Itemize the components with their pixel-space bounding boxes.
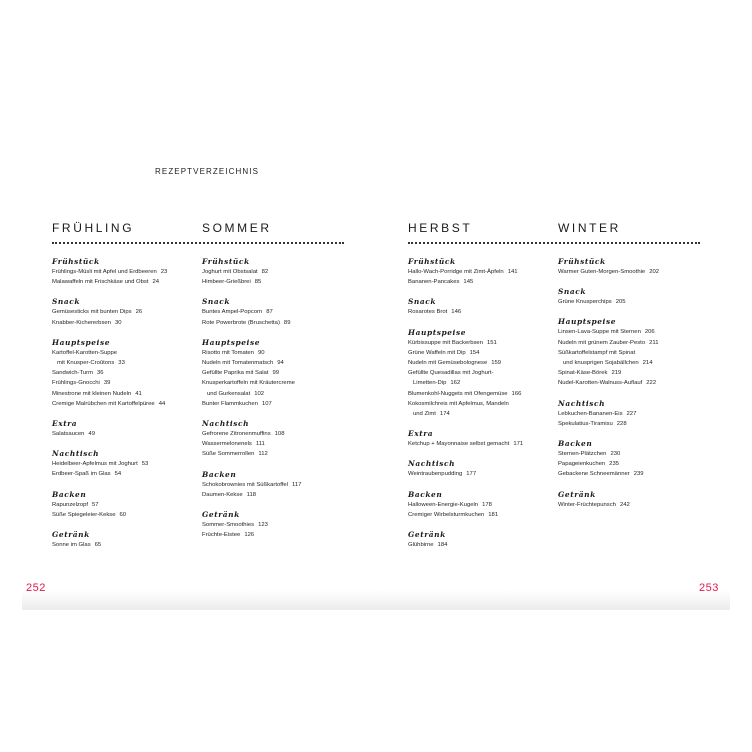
recipe-section — [558, 439, 713, 480]
category-heading: Frühstück — [202, 257, 250, 266]
category-heading: Frühstück — [558, 257, 606, 266]
recipe-page-number: 206 — [644, 329, 655, 336]
recipe-section — [52, 419, 207, 439]
recipe-name: Malawaffeln mit Frischkäse und Obst — [52, 279, 149, 286]
recipe-section — [408, 530, 563, 550]
recipe-page-number: 49 — [88, 431, 95, 438]
page-number-left: 252 — [26, 582, 46, 594]
recipe-page-number: 181 — [488, 511, 499, 518]
recipe-page-number: 151 — [486, 339, 497, 346]
recipe-name: Nudeln mit grünem Zauber-Pesto — [558, 339, 646, 346]
recipe-entry — [558, 297, 713, 307]
recipe-page-number: 171 — [513, 441, 524, 448]
recipe-entry — [52, 540, 207, 550]
recipe-page-number: 222 — [646, 380, 657, 387]
recipe-entry — [408, 500, 563, 510]
recipe-page-number: 227 — [626, 410, 637, 417]
recipe-entry — [408, 368, 563, 378]
column-winter — [558, 221, 713, 510]
recipe-section — [202, 419, 357, 460]
recipe-entry — [202, 449, 357, 459]
recipe-page-number: 166 — [511, 390, 522, 397]
recipe-sections — [52, 257, 207, 550]
column-sommer — [202, 221, 357, 540]
recipe-page-number: 235 — [609, 461, 620, 468]
recipe-page-number: 141 — [507, 269, 518, 275]
recipe-page-number: 30 — [114, 319, 122, 326]
recipe-name: Schokobrownies mit Süßkartoffel — [202, 481, 288, 488]
recipe-page-number: 65 — [94, 542, 102, 549]
recipe-page-number: 99 — [272, 370, 280, 377]
recipe-entry — [558, 348, 713, 358]
recipe-page-number: 111 — [255, 441, 265, 448]
recipe-name: Frühlings-Gnocchi — [52, 380, 100, 387]
recipe-entry — [52, 318, 207, 328]
season-heading: SOMMER — [202, 221, 272, 235]
recipe-name: Wassermelonenels — [202, 441, 252, 448]
category-heading: Snack — [202, 297, 231, 307]
recipe-sections — [408, 257, 563, 550]
category-heading: Getränk — [52, 530, 90, 540]
recipe-name: Süße Sommerrollen — [202, 451, 255, 458]
recipe-entry — [202, 389, 357, 399]
recipe-section — [558, 257, 713, 277]
recipe-page-number: 82 — [261, 269, 269, 275]
category-heading: Hauptspeise — [408, 327, 467, 337]
category-heading: Nachtisch — [408, 459, 456, 469]
recipe-page-number: 24 — [152, 279, 160, 286]
recipe-name: Sandwich-Turm — [52, 370, 94, 377]
recipe-entry — [52, 307, 207, 317]
recipe-name: Winter-Früchtepunsch — [558, 501, 616, 508]
recipe-entry — [558, 358, 713, 368]
recipe-entry — [202, 530, 357, 540]
recipe-name: Nudeln mit Tomatenmatsch — [202, 360, 274, 367]
recipe-entry — [52, 267, 207, 277]
recipe-page-number: 178 — [482, 501, 492, 508]
recipe-name: und Zimt — [413, 411, 436, 418]
recipe-page-number: 205 — [615, 299, 626, 306]
recipe-page-number: 211 — [649, 339, 659, 346]
recipe-section — [52, 490, 207, 520]
recipe-page-number: 123 — [258, 522, 268, 529]
recipe-section — [408, 328, 563, 420]
recipe-page-number: 230 — [610, 451, 621, 458]
recipe-page-number: 146 — [451, 309, 462, 316]
recipe-entry — [408, 307, 563, 317]
recipe-page-number: 174 — [439, 411, 450, 418]
recipe-section — [558, 317, 713, 388]
recipe-name: Halloween-Energie-Kugeln — [408, 501, 479, 508]
category-heading: Nachtisch — [52, 449, 100, 459]
recipe-section — [202, 338, 357, 409]
recipe-entry — [408, 277, 563, 287]
recipe-page-number: 57 — [92, 501, 99, 508]
recipe-entry — [202, 267, 357, 277]
recipe-section — [558, 287, 713, 307]
recipe-page-number: 33 — [118, 360, 125, 367]
recipe-entry — [558, 378, 713, 388]
recipe-name: Kürbissuppe mit Backerbsen — [408, 339, 483, 346]
recipe-sections — [202, 257, 357, 540]
recipe-page-number: 177 — [466, 471, 477, 478]
recipe-entry — [558, 449, 713, 459]
recipe-entry — [558, 338, 713, 348]
page-title: REZEPTVERZEICHNIS — [155, 167, 260, 176]
recipe-page-number: 39 — [103, 380, 111, 387]
category-heading: Getränk — [558, 489, 596, 499]
season-heading: WINTER — [558, 221, 621, 235]
recipe-page-number: 239 — [633, 471, 644, 478]
recipe-name: Heidelbeer-Apfelmus mit Joghurt — [52, 461, 138, 468]
recipe-name: Rote Powerbrote (Bruschetta) — [202, 319, 280, 326]
recipe-entry — [202, 378, 357, 388]
recipe-entry — [558, 469, 713, 479]
recipe-entry — [408, 338, 563, 348]
recipe-page-number: 107 — [261, 400, 272, 407]
recipe-section — [52, 530, 207, 550]
recipe-name: Blumenkohl-Nuggets mit Ofengemüse — [408, 390, 508, 397]
recipe-name: Grüne Waffeln mit Dip — [408, 349, 466, 356]
recipe-entry — [408, 510, 563, 520]
recipe-entry — [52, 469, 207, 479]
recipe-section — [202, 510, 357, 540]
category-heading: Getränk — [408, 530, 446, 540]
recipe-entry — [558, 267, 713, 277]
recipe-name: Linsen-Lava-Suppe mit Sternen — [558, 329, 641, 336]
recipe-name: Knabber-Kichererbsen — [52, 319, 111, 326]
recipe-page-number: 102 — [254, 390, 265, 397]
category-heading: Hauptspeise — [202, 337, 261, 347]
recipe-entry — [202, 399, 357, 409]
recipe-page-number: 87 — [266, 309, 273, 316]
recipe-entry — [408, 399, 563, 409]
recipe-name: mit Knusper-Croûtons — [57, 360, 115, 367]
recipe-page-number: 94 — [277, 360, 284, 367]
recipe-page-number: 112 — [258, 451, 268, 458]
recipe-entry — [408, 469, 563, 479]
recipe-page-number: 219 — [611, 370, 622, 377]
recipe-page-number: 162 — [450, 380, 461, 387]
category-heading: Backen — [408, 489, 443, 499]
recipe-page-number: 90 — [257, 349, 265, 356]
recipe-page-number: 26 — [135, 309, 143, 316]
column-fruehling — [52, 221, 207, 550]
category-heading: Frühstück — [52, 257, 100, 266]
recipe-entry — [52, 368, 207, 378]
recipe-page-number: 154 — [469, 349, 480, 356]
recipe-name: Früchte-Eistee — [202, 532, 241, 539]
recipe-entry — [558, 368, 713, 378]
recipe-name: Gemüsesticks mit bunten Dips — [52, 309, 132, 316]
recipe-section — [202, 297, 357, 327]
recipe-page-number: 44 — [158, 400, 166, 407]
recipe-entry — [202, 318, 357, 328]
recipe-page-number: 85 — [254, 279, 262, 286]
recipe-name: und knusprigen Sojabällchen — [563, 360, 639, 367]
recipe-name: Warmer Guten-Morgen-Smoothie — [558, 269, 646, 275]
recipe-entry — [52, 510, 207, 520]
recipe-section — [408, 429, 563, 449]
recipe-sections — [558, 257, 713, 510]
recipe-entry — [558, 327, 713, 337]
recipe-name: Sonne im Glas — [52, 542, 91, 549]
column-herbst — [408, 221, 563, 550]
category-heading: Extra — [52, 419, 78, 429]
recipe-entry — [202, 520, 357, 530]
recipe-page-number: 159 — [491, 360, 502, 367]
recipe-name: Ketchup + Mayonnaise selbst gemacht — [408, 441, 510, 448]
recipe-entry — [52, 500, 207, 510]
recipe-name: Bananen-Pancakes — [408, 279, 460, 286]
season-heading: FRÜHLING — [52, 221, 135, 235]
recipe-entry — [408, 409, 563, 419]
recipe-section — [408, 459, 563, 479]
recipe-name: Spekulatius-Tiramisu — [558, 420, 613, 427]
recipe-section — [52, 297, 207, 327]
recipe-entry — [52, 378, 207, 388]
recipe-name: Sternen-Plätzchen — [558, 451, 607, 458]
recipe-entry — [408, 378, 563, 388]
recipe-page-number: 184 — [437, 542, 448, 549]
category-heading: Snack — [52, 297, 81, 307]
recipe-entry — [202, 348, 357, 358]
recipe-page-number: 242 — [619, 501, 630, 508]
recipe-entry — [558, 500, 713, 510]
category-heading: Hauptspeise — [558, 317, 617, 327]
recipe-page-number: 41 — [135, 390, 142, 397]
category-heading: Backen — [52, 489, 87, 499]
recipe-entry — [202, 277, 357, 287]
recipe-page-number: 89 — [283, 319, 291, 326]
category-heading: Frühstück — [408, 257, 456, 266]
recipe-name: Gebackene Schneemänner — [558, 471, 630, 478]
recipe-entry — [202, 429, 357, 439]
recipe-name: Grüne Knusperchips — [558, 299, 612, 306]
recipe-entry — [52, 358, 207, 368]
recipe-entry — [202, 368, 357, 378]
recipe-page-number: 145 — [463, 279, 474, 286]
recipe-name: Joghurt mit Obstsalat — [202, 269, 258, 275]
recipe-page-number: 126 — [244, 532, 255, 539]
category-heading: Snack — [408, 297, 437, 307]
category-heading: Snack — [558, 287, 587, 297]
recipe-entry — [408, 439, 563, 449]
recipe-section — [202, 470, 357, 500]
recipe-name: Salatsaucen — [52, 431, 85, 438]
recipe-entry — [52, 459, 207, 469]
recipe-section — [202, 257, 357, 287]
recipe-entry — [558, 409, 713, 419]
recipe-name: Cremige Malrübchen mit Kartoffelpüree — [52, 400, 155, 407]
recipe-name: Glühbirne — [408, 542, 434, 549]
recipe-section — [558, 490, 713, 510]
recipe-entry — [408, 540, 563, 550]
recipe-section — [52, 449, 207, 479]
recipe-name: Frühlings-Müsli mit Apfel und Erdbeeren — [52, 269, 157, 275]
recipe-page-number: 202 — [649, 269, 660, 275]
recipe-name: Papageienkuchen — [558, 461, 606, 468]
recipe-name: Sommer-Smoothies — [202, 522, 255, 529]
page-bottom-shadow — [22, 590, 730, 610]
recipe-entry — [52, 277, 207, 287]
recipe-name: Rosarotes Brot — [408, 309, 448, 316]
recipe-name: Lebkuchen-Bananen-Eis — [558, 410, 623, 417]
recipe-section — [408, 257, 563, 287]
page-number-right: 253 — [699, 582, 719, 594]
recipe-name: Gefüllte Paprika mit Salat — [202, 370, 269, 377]
category-heading: Getränk — [202, 510, 240, 520]
recipe-entry — [52, 389, 207, 399]
recipe-page-number: 214 — [642, 360, 653, 367]
recipe-page-number: 23 — [160, 269, 168, 275]
recipe-page-number: 118 — [246, 491, 256, 498]
recipe-name: Limetten-Dip — [413, 380, 447, 387]
recipe-entry — [558, 419, 713, 429]
recipe-name: Bunter Flammkuchen — [202, 400, 258, 407]
recipe-name: Erdbeer-Spaß im Glas — [52, 471, 111, 478]
recipe-page-number: 54 — [114, 471, 122, 478]
category-heading: Nachtisch — [558, 398, 606, 408]
recipe-entry — [408, 348, 563, 358]
recipe-name: Knusperkartoffeln mit Kräutercreme — [202, 380, 295, 387]
recipe-entry — [558, 459, 713, 469]
category-heading: Nachtisch — [202, 419, 250, 429]
recipe-name: Gefüllte Quesadillas mit Joghurt- — [408, 370, 494, 377]
recipe-page-number: 60 — [119, 511, 127, 518]
recipe-page-number: 117 — [292, 481, 302, 488]
recipe-name: Gefrorene Zitronenmuffins — [202, 431, 271, 438]
recipe-name: Kartoffel-Karotten-Suppe — [52, 349, 118, 356]
recipe-entry — [202, 307, 357, 317]
recipe-name: Risotto mit Tomaten — [202, 349, 254, 356]
recipe-section — [408, 297, 563, 317]
recipe-page-number: 53 — [141, 461, 149, 468]
category-heading: Backen — [558, 439, 593, 449]
season-heading: HERBST — [408, 221, 473, 235]
recipe-section — [408, 490, 563, 520]
recipe-name: Weintraubenpudding — [408, 471, 463, 478]
recipe-name: Nudel-Karotten-Walnuss-Auflauf — [558, 380, 643, 387]
category-heading: Hauptspeise — [52, 337, 111, 347]
category-heading: Backen — [202, 469, 237, 479]
recipe-name: Süße Spiegeleier-Kekse — [52, 511, 116, 518]
category-heading: Extra — [408, 429, 434, 439]
recipe-name: Nudeln mit Gemüsebolognese — [408, 360, 488, 367]
recipe-name: Hallo-Wach-Porridge mit Zimt-Äpfeln — [408, 269, 504, 275]
recipe-name: Süßkartoffelstampf mit Spinat — [558, 349, 636, 356]
recipe-entry — [52, 399, 207, 409]
recipe-entry — [408, 358, 563, 368]
recipe-page-number: 36 — [97, 370, 104, 377]
recipe-name: und Gurkensalat — [207, 390, 251, 397]
recipe-entry — [202, 358, 357, 368]
recipe-entry — [52, 348, 207, 358]
recipe-entry — [202, 490, 357, 500]
recipe-page-number: 108 — [274, 431, 285, 438]
recipe-name: Daumen-Kekse — [202, 491, 243, 498]
recipe-entry — [408, 267, 563, 277]
recipe-entry — [202, 439, 357, 449]
recipe-entry — [408, 389, 563, 399]
recipe-name: Himbeer-Grießbrei — [202, 279, 251, 286]
recipe-section — [52, 338, 207, 409]
recipe-name: Spinat-Käse-Börek — [558, 370, 608, 377]
recipe-name: Rapunzelzopf — [52, 501, 89, 508]
recipe-page-number: 228 — [616, 420, 627, 427]
recipe-entry — [52, 429, 207, 439]
recipe-name: Kokosmilchreis mit Apfelmus, Mandeln — [408, 400, 509, 407]
recipe-section — [558, 399, 713, 429]
recipe-name: Minestrone mit kleinen Nudeln — [52, 390, 132, 397]
recipe-entry — [202, 480, 357, 490]
recipe-section — [52, 257, 207, 287]
recipe-name: Buntes Ampel-Popcorn — [202, 309, 263, 316]
recipe-name: Cremiger Wirbelsturmkuchen — [408, 511, 485, 518]
